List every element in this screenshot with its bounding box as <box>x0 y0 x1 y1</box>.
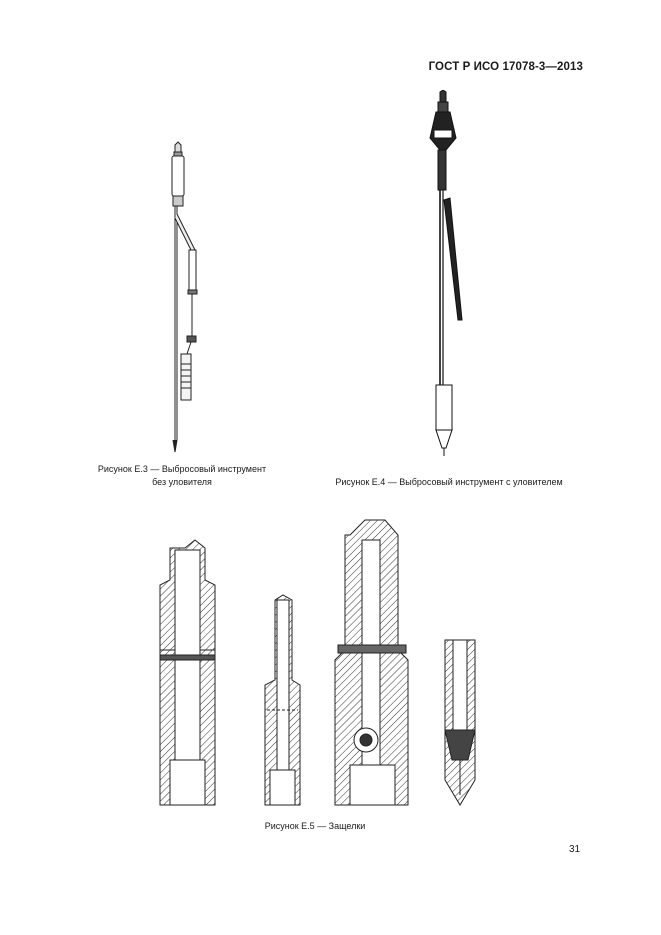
caption-e3-line1: Рисунок Е.3 — Выбросовый инструмент <box>97 464 267 474</box>
latch-4 <box>445 640 475 805</box>
caption-e4: Рисунок Е.4 — Выбросовый инструмент с уловителем <box>335 477 563 487</box>
latch-2 <box>265 595 300 805</box>
standard-header: ГОСТ Р ИСО 17078-3—2013 <box>428 61 583 73</box>
page-number: 31 <box>569 844 581 855</box>
figure-e4-drawing <box>420 90 480 460</box>
caption-e5: Рисунок Е.5 — Защелки <box>264 821 366 831</box>
caption-e3-line2: без уловителя <box>152 477 212 487</box>
caption-e3 <box>82 463 282 489</box>
figure-e5-drawing <box>140 510 510 810</box>
latch-1 <box>160 540 215 805</box>
figure-e3-drawing <box>150 140 220 455</box>
latch-3 <box>335 520 408 805</box>
